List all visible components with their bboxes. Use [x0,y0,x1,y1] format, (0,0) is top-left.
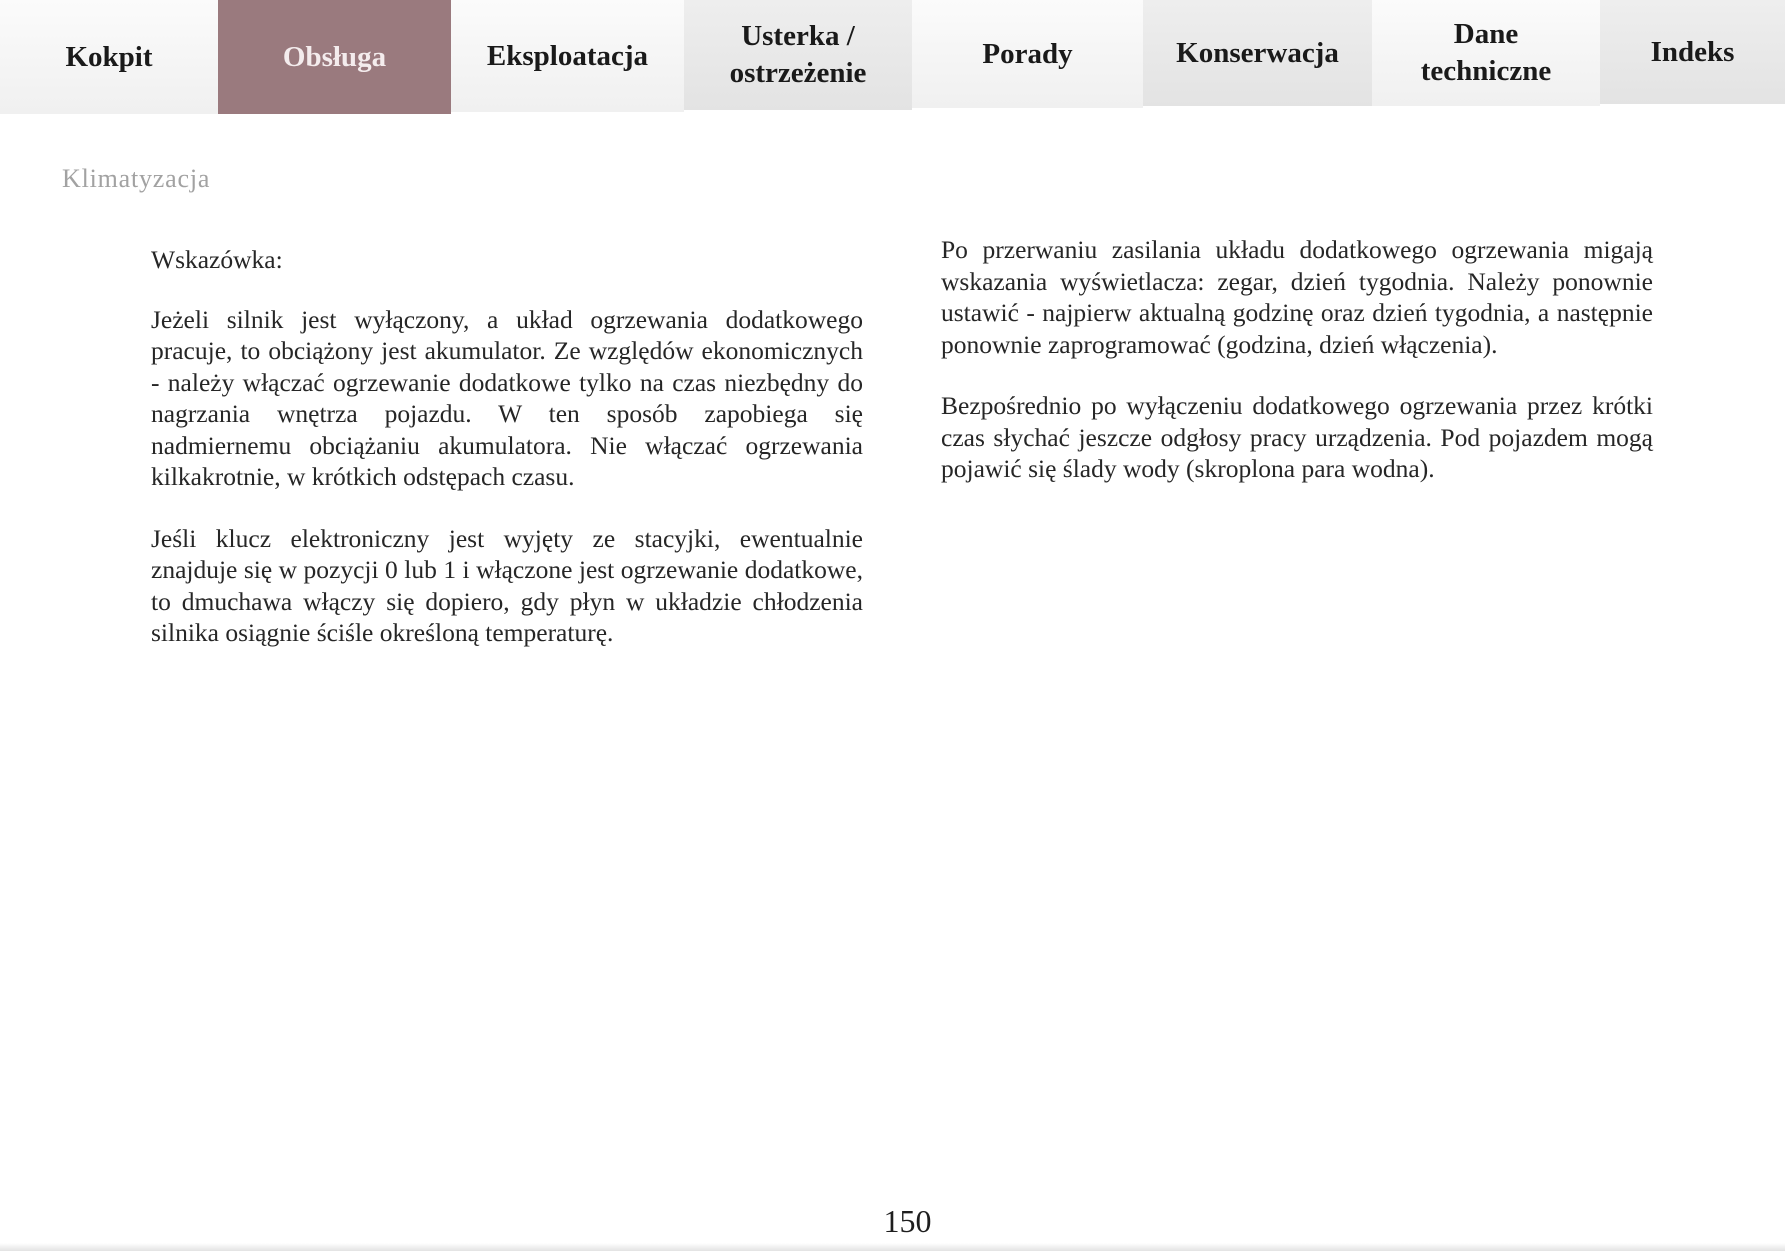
chapter-tab-bar [0,0,1785,114]
tab-konserwacja[interactable] [1143,0,1372,106]
left-text-column [151,244,863,679]
page-number: 150 [883,1203,932,1239]
tab-label-line1: Dane [1453,18,1519,50]
tab-dane-techniczne[interactable] [1372,0,1600,106]
tab-label-line2: techniczne [1420,55,1552,87]
tab-porady[interactable] [912,0,1143,108]
paragraph: Bezpośrednio po wyłączeniu dodatkowego ogrzewania przez krótki czas słychać jeszcze odgłosy pracy urządzenia. Pod pojazdem mogą pojawić się ślady wody (skroplona para wodna). [941,391,1653,483]
tab-label: Konserwacja [1176,36,1339,69]
right-text-column [941,234,1653,515]
tab-indeks[interactable] [1600,0,1785,104]
tab-label: Eksploatacja [486,39,649,72]
tab-label: Kokpit [65,40,153,73]
tab-label: Indeks [1650,35,1735,68]
tab-eksploatacja[interactable] [451,0,684,112]
tab-label-line2: ostrzeżenie [729,57,867,89]
tab-label: Obsługa [282,40,387,73]
tab-usterka-ostrzezenie[interactable] [684,0,912,110]
paragraph: Jeśli klucz elektroniczny jest wyjęty ze stacyjki, ewentualnie znajduje się w pozycji 0 lub 1 i włączone jest ogrzewanie dodatkowe, to dmuchawa włączy się dopiero, gdy płyn w układzie chłodzenia silnika osiągnie ściśle określoną temperaturę. [151,523,863,647]
paragraph: Jeżeli silnik jest wyłączony, a układ ogrzewania dodatkowego pracuje, to obciążony jest akumulator. Ze względów ekonomicznych - należy włączać ogrzewanie dodatkowe tylko na czas niezbędny do nagrzania wnętrza pojazdu. W ten sposób zapobiega się nadmiernemu obciążaniu akumulatora. Nie włączać ogrzewania kilkakrotnie, w krótkich odstępach czasu. [151,304,863,491]
tab-obsluga[interactable] [218,0,451,114]
page-bottom-edge [0,1243,1785,1251]
paragraph: Po przerwaniu zasilania układu dodatkowego ogrzewania migają wskazania wyświetlacza: zegar, dzień tygodnia. Należy ponownie ustawić - najpierw aktualną godzinę oraz dzień tygodnia, a następnie ponownie zaprogramować (godzina, dzień włączenia). [941,235,1653,359]
hint-label: Wskazówka: [151,245,283,274]
tab-label: Porady [982,37,1073,70]
section-title: Klimatyzacja [62,164,211,193]
tab-kokpit[interactable] [0,0,218,114]
tab-label-line1: Usterka / [741,20,855,52]
